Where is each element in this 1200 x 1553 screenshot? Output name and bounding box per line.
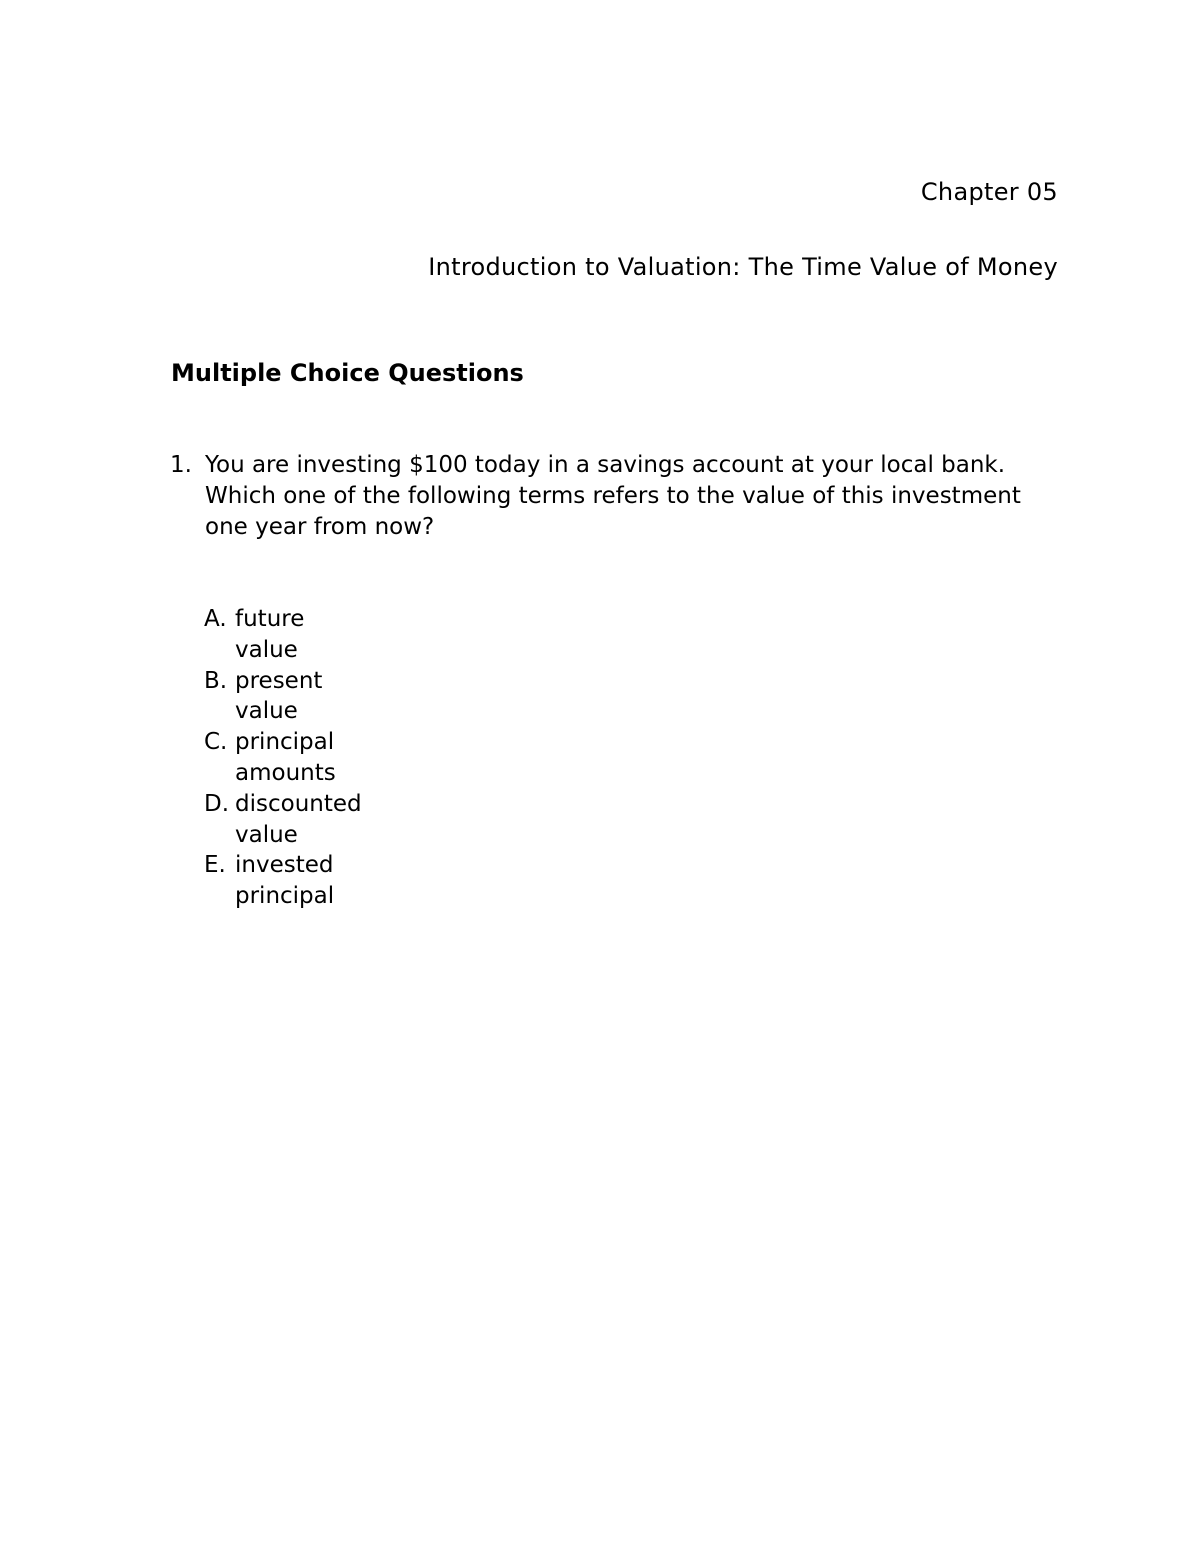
choice-line: principal [235, 883, 335, 910]
choice-letter: D. [204, 790, 230, 817]
chapter-title: Introduction to Valuation: The Time Value of Money [428, 253, 1058, 281]
choice-text [235, 850, 375, 912]
choice-text [235, 604, 375, 666]
choice-line: discounted [235, 790, 362, 817]
question-line: one year from now? [205, 514, 435, 540]
choice-line: value [235, 636, 298, 663]
choice-line: value [235, 821, 298, 848]
question-number: 1. [170, 452, 192, 478]
choice-line: value [235, 698, 298, 725]
choice-letter: B. [204, 667, 228, 694]
choice-text [235, 789, 375, 851]
choice-line: invested [235, 852, 334, 879]
choice-letter: A. [204, 606, 227, 632]
choice-letter: C. [204, 729, 228, 756]
question-line: Which one of the following terms refers to the value of this investment [205, 483, 1021, 509]
choice-line: present [235, 667, 323, 694]
section-heading: Multiple Choice Questions [171, 359, 524, 387]
choice-text [235, 727, 375, 789]
question-line: You are investing $100 today in a savings account at your local bank. [205, 452, 1006, 478]
choice-line: future [235, 606, 305, 632]
chapter-label: Chapter 05 [920, 178, 1058, 206]
choice-text [235, 666, 375, 728]
choice-line: amounts [235, 759, 336, 786]
choice-line: principal [235, 729, 335, 756]
choice-letter: E. [204, 852, 226, 879]
question-text [205, 450, 1055, 543]
